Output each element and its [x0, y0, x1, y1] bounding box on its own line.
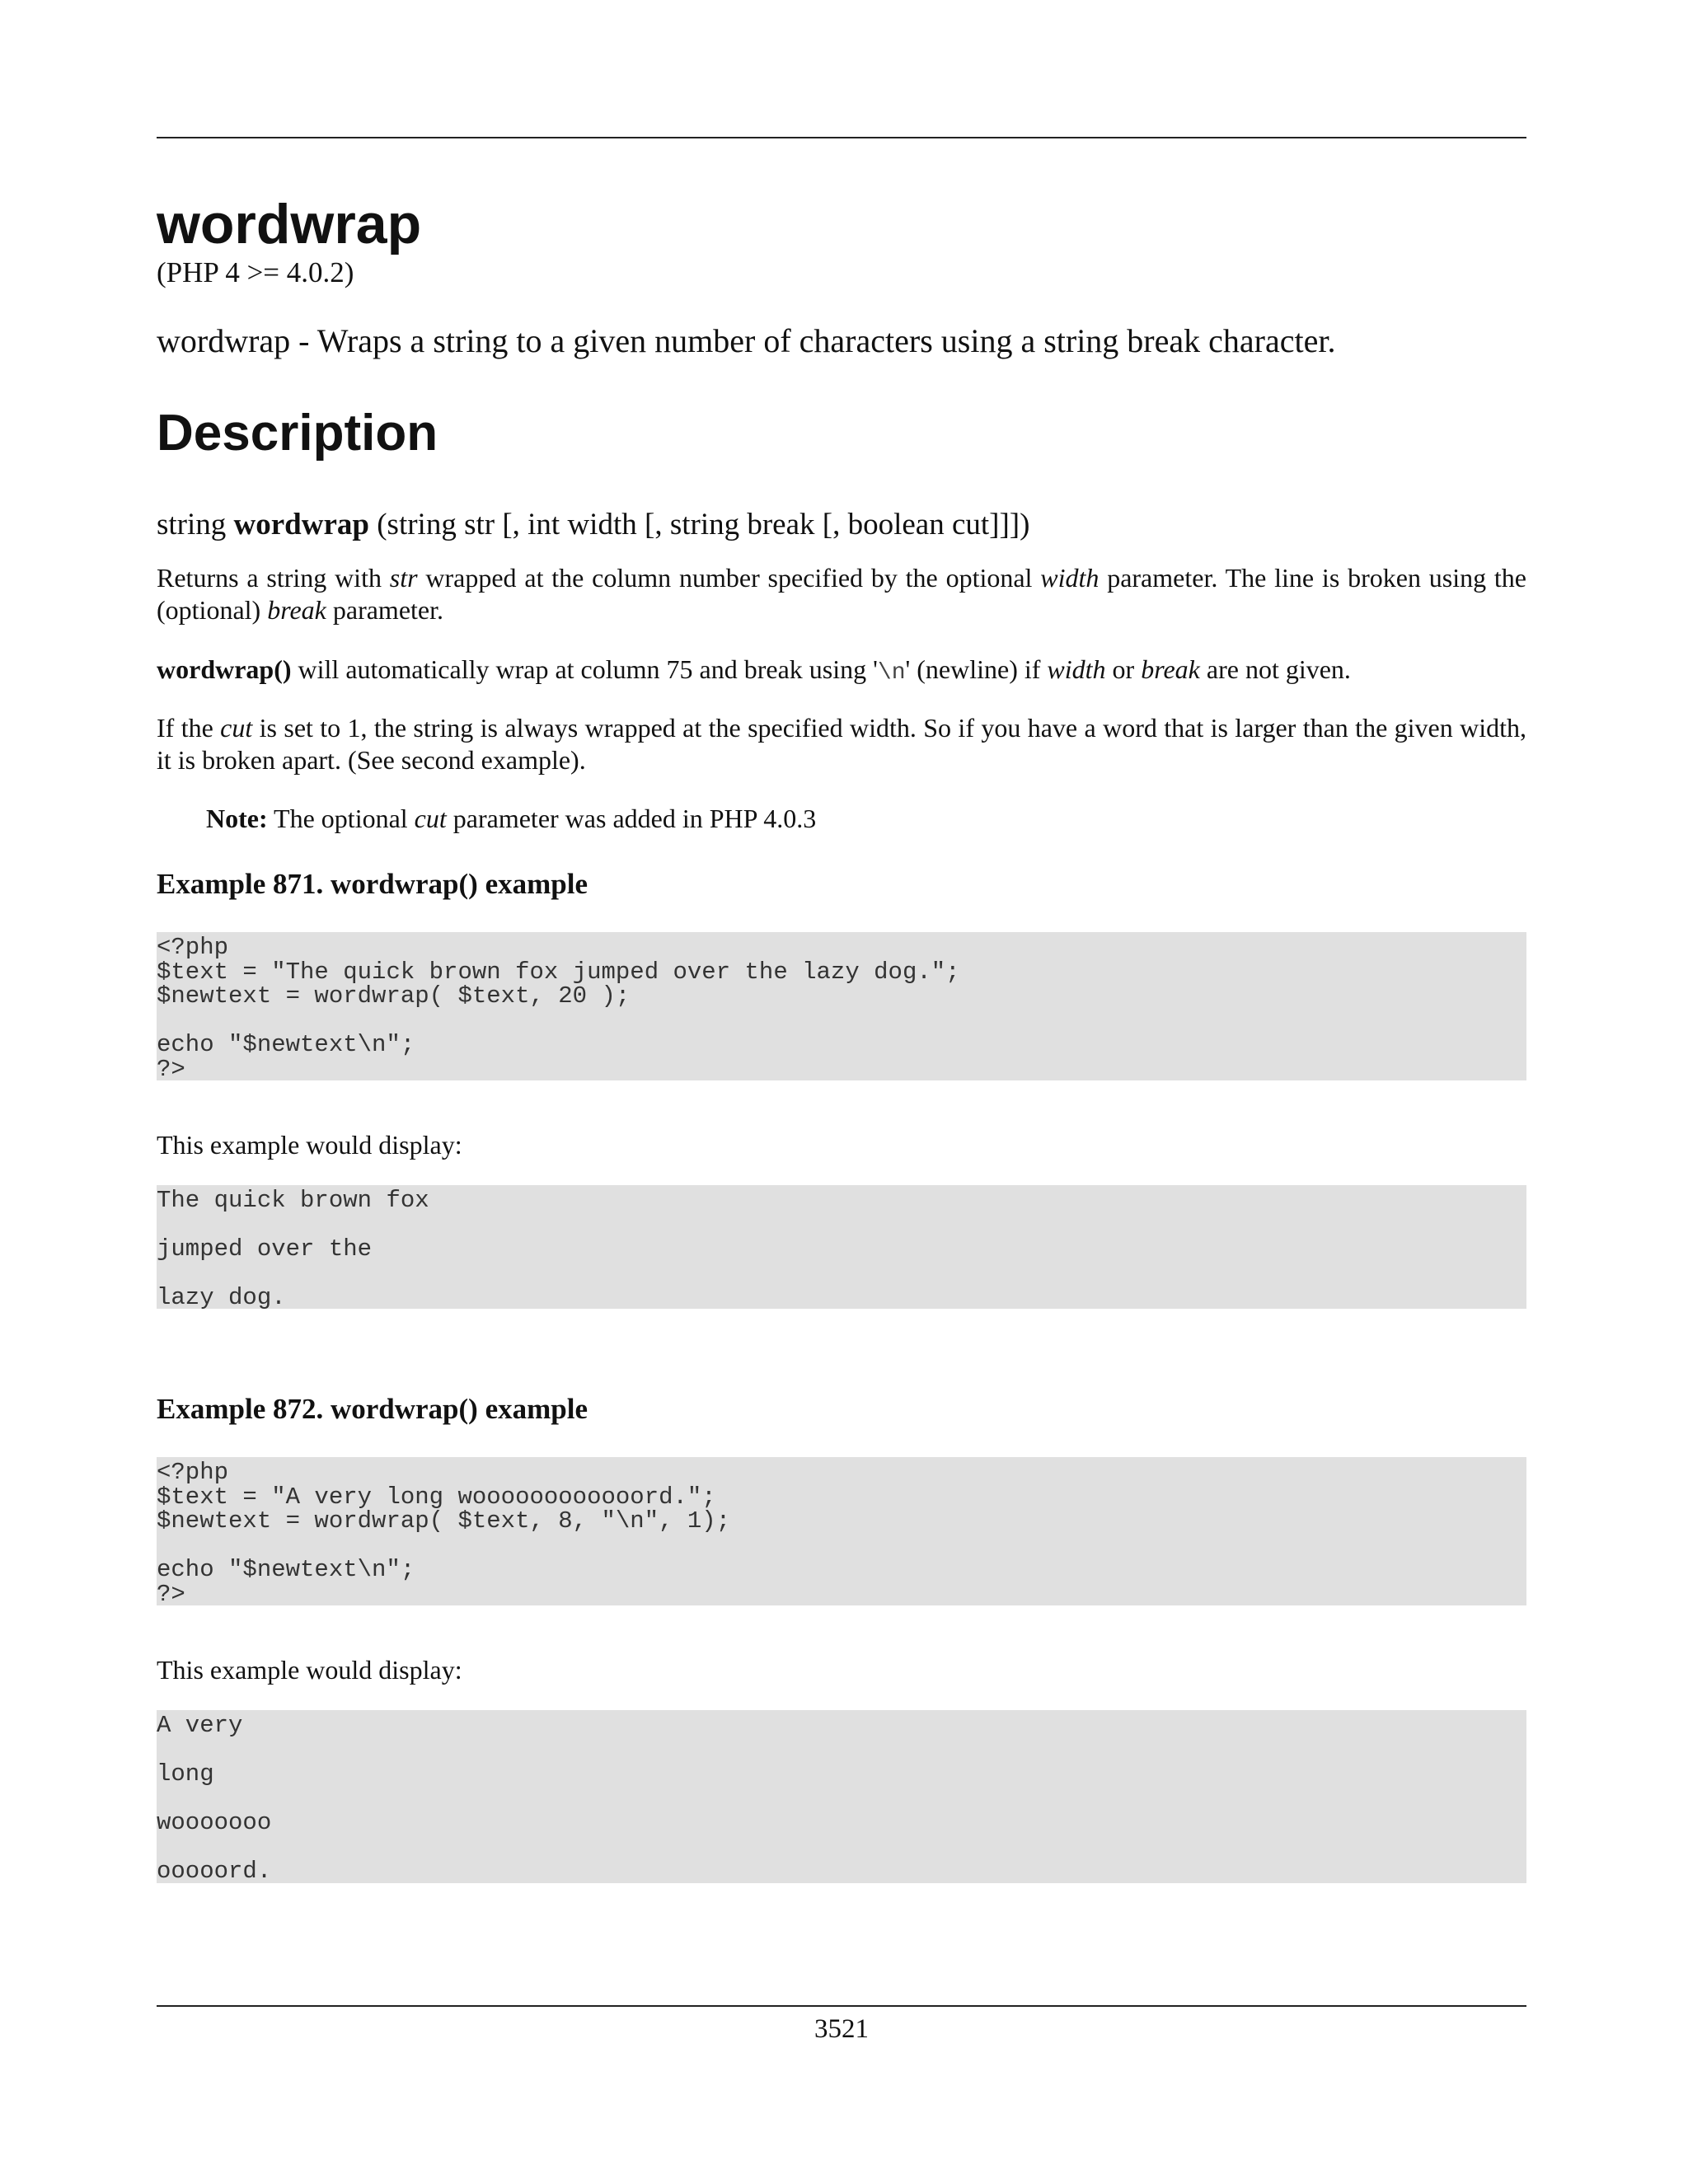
- code-line: $newtext = wordwrap( $text, 8, "\n", 1);: [157, 1507, 731, 1535]
- text: The optional: [267, 804, 415, 833]
- output-line: lazy dog.: [157, 1284, 286, 1311]
- version-info: (PHP 4 >= 4.0.2): [157, 256, 354, 288]
- description-paragraph-3: [157, 712, 1526, 776]
- function-purpose: wordwrap - Wraps a string to a given number of characters using a string break character.: [157, 322, 1336, 359]
- code-line: <?php: [157, 1459, 229, 1486]
- text: parameter. The line is broken using the (optional): [157, 563, 1527, 625]
- synopsis-return-type: string: [157, 508, 227, 541]
- function-ref: wordwrap(): [157, 654, 292, 684]
- function-synopsis: [157, 504, 1029, 546]
- example-title: Example 871. wordwrap() example: [157, 868, 588, 900]
- code-line: $text = "The quick brown fox jumped over the lazy dog.";: [157, 958, 960, 986]
- display-label: This example would display:: [157, 1655, 462, 1685]
- code-block: [157, 932, 1526, 1083]
- bottom-rule: [157, 2005, 1526, 2007]
- code-line: ?>: [157, 1580, 185, 1608]
- description-paragraph-2: [157, 654, 1526, 689]
- display-label: This example would display:: [157, 1130, 462, 1160]
- param-cut: cut: [414, 804, 447, 833]
- page-number: 3521: [814, 2014, 869, 2044]
- text: ' (newline) if: [905, 654, 1048, 684]
- text: wrapped at the column number specified by the optional: [417, 563, 1041, 593]
- text: If the: [157, 713, 221, 743]
- text: will automatically wrap at column 75 and break using ': [291, 654, 878, 684]
- output-line: A very: [157, 1712, 243, 1739]
- code-line: ?>: [157, 1055, 185, 1083]
- output-line: ooooord.: [157, 1858, 272, 1885]
- param-cut: cut: [220, 713, 253, 743]
- synopsis-function-name: wordwrap: [233, 508, 369, 541]
- text: parameter was added in PHP 4.0.3: [446, 804, 817, 833]
- code-line: $newtext = wordwrap( $text, 20 );: [157, 982, 631, 1010]
- example-title: Example 872. wordwrap() example: [157, 1393, 588, 1425]
- note: [206, 802, 816, 835]
- code-line: <?php: [157, 934, 229, 961]
- param-width: width: [1040, 563, 1100, 593]
- function-title: wordwrap: [157, 193, 422, 255]
- description-paragraph-1: [157, 562, 1526, 626]
- text: is set to 1, the string is always wrapped at the specified width. So if you have a word that is larger than the given width, it is broken apart. (See second example).: [157, 713, 1527, 775]
- code-line: [157, 1009, 1526, 1033]
- code-line: echo "$newtext\n";: [157, 1031, 415, 1058]
- param-str: str: [389, 563, 418, 593]
- code-line: $text = "A very long woooooooooooord.";: [157, 1483, 716, 1511]
- code-line: echo "$newtext\n";: [157, 1556, 415, 1583]
- param-width: width: [1047, 654, 1106, 684]
- param-break: break: [1141, 654, 1200, 684]
- note-label: Note:: [206, 804, 268, 833]
- param-break: break: [267, 595, 326, 625]
- output-line: The quick brown fox: [157, 1187, 429, 1214]
- output-block: [157, 1710, 1526, 1883]
- text: are not given.: [1199, 654, 1351, 684]
- newline-literal: \n: [877, 660, 906, 686]
- text: Returns a string with: [157, 563, 390, 593]
- synopsis-params: (string str [, int width [, string break [, boolean cut]]]): [377, 508, 1030, 541]
- top-rule: [157, 137, 1526, 138]
- text: or: [1105, 654, 1142, 684]
- output-line: jumped over the: [157, 1235, 373, 1263]
- description-heading: Description: [157, 405, 438, 462]
- code-line: [157, 1534, 1526, 1558]
- text: parameter.: [326, 595, 443, 625]
- code-block: [157, 1457, 1526, 1608]
- output-line: wooooooo: [157, 1809, 272, 1836]
- output-block: [157, 1185, 1526, 1309]
- output-line: long: [157, 1760, 214, 1788]
